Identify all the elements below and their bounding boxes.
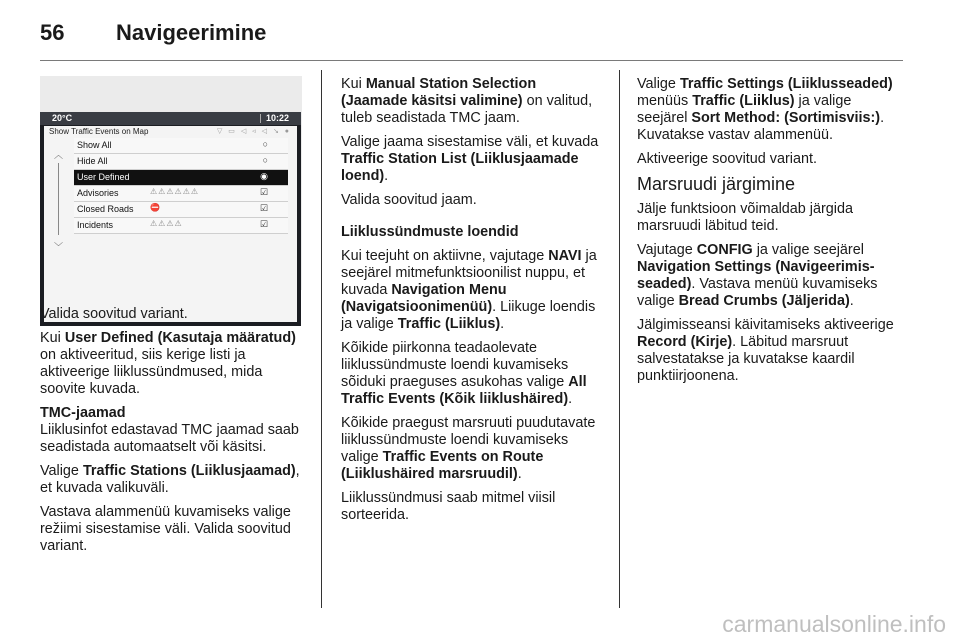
paragraph: Vastava alammenüü kuvamiseks valige režiimi sisestamise väli. Valida soovitud variant. [40,504,291,554]
column-1 [40,306,305,562]
screenshot-figure [40,76,302,290]
clock-readout: 10:22 [265,113,289,123]
paragraph: Vajutage CONFIG ja valige seejärel Navigation Settings (Navigeerimis-seaded). Vastava menüü kuvamiseks valige Bread Crumbs (Jäljerida). [637,242,878,309]
paragraph: Kui teejuht on aktiivne, vajutage NAVI ja seejärel mitmefunktsioonilist nuppu, et kuvada Navigation Menu (Navigatsioonimenüü). Liikuge loendis ja valige Traffic (Liiklus). [341,248,597,332]
paragraph: Valige Traffic Stations (Liiklusjaamad), et kuvada valikuväli. [40,463,300,496]
radio-icon[interactable]: ○ [262,155,268,165]
column-divider [321,70,322,608]
radio-icon[interactable]: ◉ [260,171,268,181]
menu-item[interactable] [74,186,288,202]
status-separator [260,114,261,123]
paragraph: Kui Manual Station Selection (Jaamade käsitsi valimine) on valitud, tuleb seadistada TMC jaam. [341,76,593,126]
temperature-readout: 20°C [52,113,73,123]
paragraph: Valida soovitud variant. [40,306,188,322]
menu-item-label: Incidents [77,220,114,230]
subheading: Liiklussündmuste loendid [341,224,519,240]
checkbox-icon[interactable]: ☑ [259,203,268,213]
menu-item-label: Advisories [77,188,119,198]
paragraph: Valida soovitud jaam. [341,192,477,208]
scroll-down-icon: ﹀ [54,242,64,252]
menu-list [74,138,288,234]
screen-menu-title [44,126,297,137]
subheading: TMC-jaamad [40,405,126,421]
infotainment-screen [40,112,301,326]
menu-item[interactable] [74,154,288,170]
watermark: carmanualsonline.info [722,611,946,637]
menu-item[interactable] [74,170,288,186]
scroll-track [58,163,59,235]
paragraph: Valige jaama sisestamise väli, et kuvada Traffic Station List (Liiklusjaamade loend). [341,134,599,184]
menu-item-label: Closed Roads [77,204,134,214]
page-title: Navigeerimine [116,20,267,45]
paragraph: Jälje funktsioon võimaldab järgida marsruudi läbitud teid. [637,201,853,234]
page-header [40,20,266,46]
paragraph: Kõikide praegust marsruuti puudutavate liiklussündmuste loendi kuvamiseks valige Traffic Events on Route (Liiklushäired marsruudil). [341,415,596,482]
paragraph: Kõikide piirkonna teadaolevate liiklussündmuste loendi kuvamiseks sõiduki praeguses asukohas valige All Traffic Events (Kõik liiklushäired). [341,340,587,407]
column-2 [341,76,606,531]
paragraph: Liiklusinfot edastavad TMC jaamad saab seadistada automaatselt või käsitsi. [40,422,299,455]
menu-item-label: Show All [77,140,112,150]
paragraph: Jälgimisseansi käivitamiseks aktiveerige Record (Kirje). Läbitud marsruut salvestatakse ja kuvatakse kaardil punktiirjoonena. [637,317,894,384]
column-3 [637,76,902,392]
event-type-icons: ⚠⚠⚠⚠⚠⚠ [150,187,200,196]
menu-item[interactable] [74,138,288,154]
screen-menu-panel [44,126,297,322]
paragraph: Aktiveerige soovitud variant. [637,151,817,167]
menu-item-label: Hide All [77,156,108,166]
header-rule [40,60,903,61]
radio-icon[interactable]: ○ [262,139,268,149]
event-type-icons: ⚠⚠⚠⚠ [150,219,183,228]
menu-item[interactable] [74,218,288,234]
column-divider [619,70,620,608]
paragraph: Valige Traffic Settings (Liiklusseaded) menüüs Traffic (Liiklus) ja valige seejärel Sort Method: (Sortimisviis:). Kuvatakse vastav alammenüü. [637,76,893,143]
page-number: 56 [40,20,65,45]
menu-item[interactable] [74,202,288,218]
screen-status-bar [40,112,301,125]
menu-item-label: User Defined [77,172,130,182]
status-icons: ▽ ▭ ◁ ◃ ◁ ↘ ● [216,128,291,135]
checkbox-icon[interactable]: ☑ [259,219,268,229]
section-heading: Marsruudi järgimine [637,174,796,194]
scroll-up-icon: ︿ [54,150,64,160]
paragraph: Kui User Defined (Kasutaja määratud) on aktiveeritud, siis kerige listi ja aktiveerige liiklussündmused, mida soovite kuvada. [40,330,296,397]
checkbox-icon[interactable]: ☑ [259,187,268,197]
menu-title-text: Show Traffic Events on Map [49,127,149,136]
event-type-icons: ⛔ [150,203,161,212]
paragraph: Liiklussündmusi saab mitmel viisil sorteerida. [341,490,556,523]
